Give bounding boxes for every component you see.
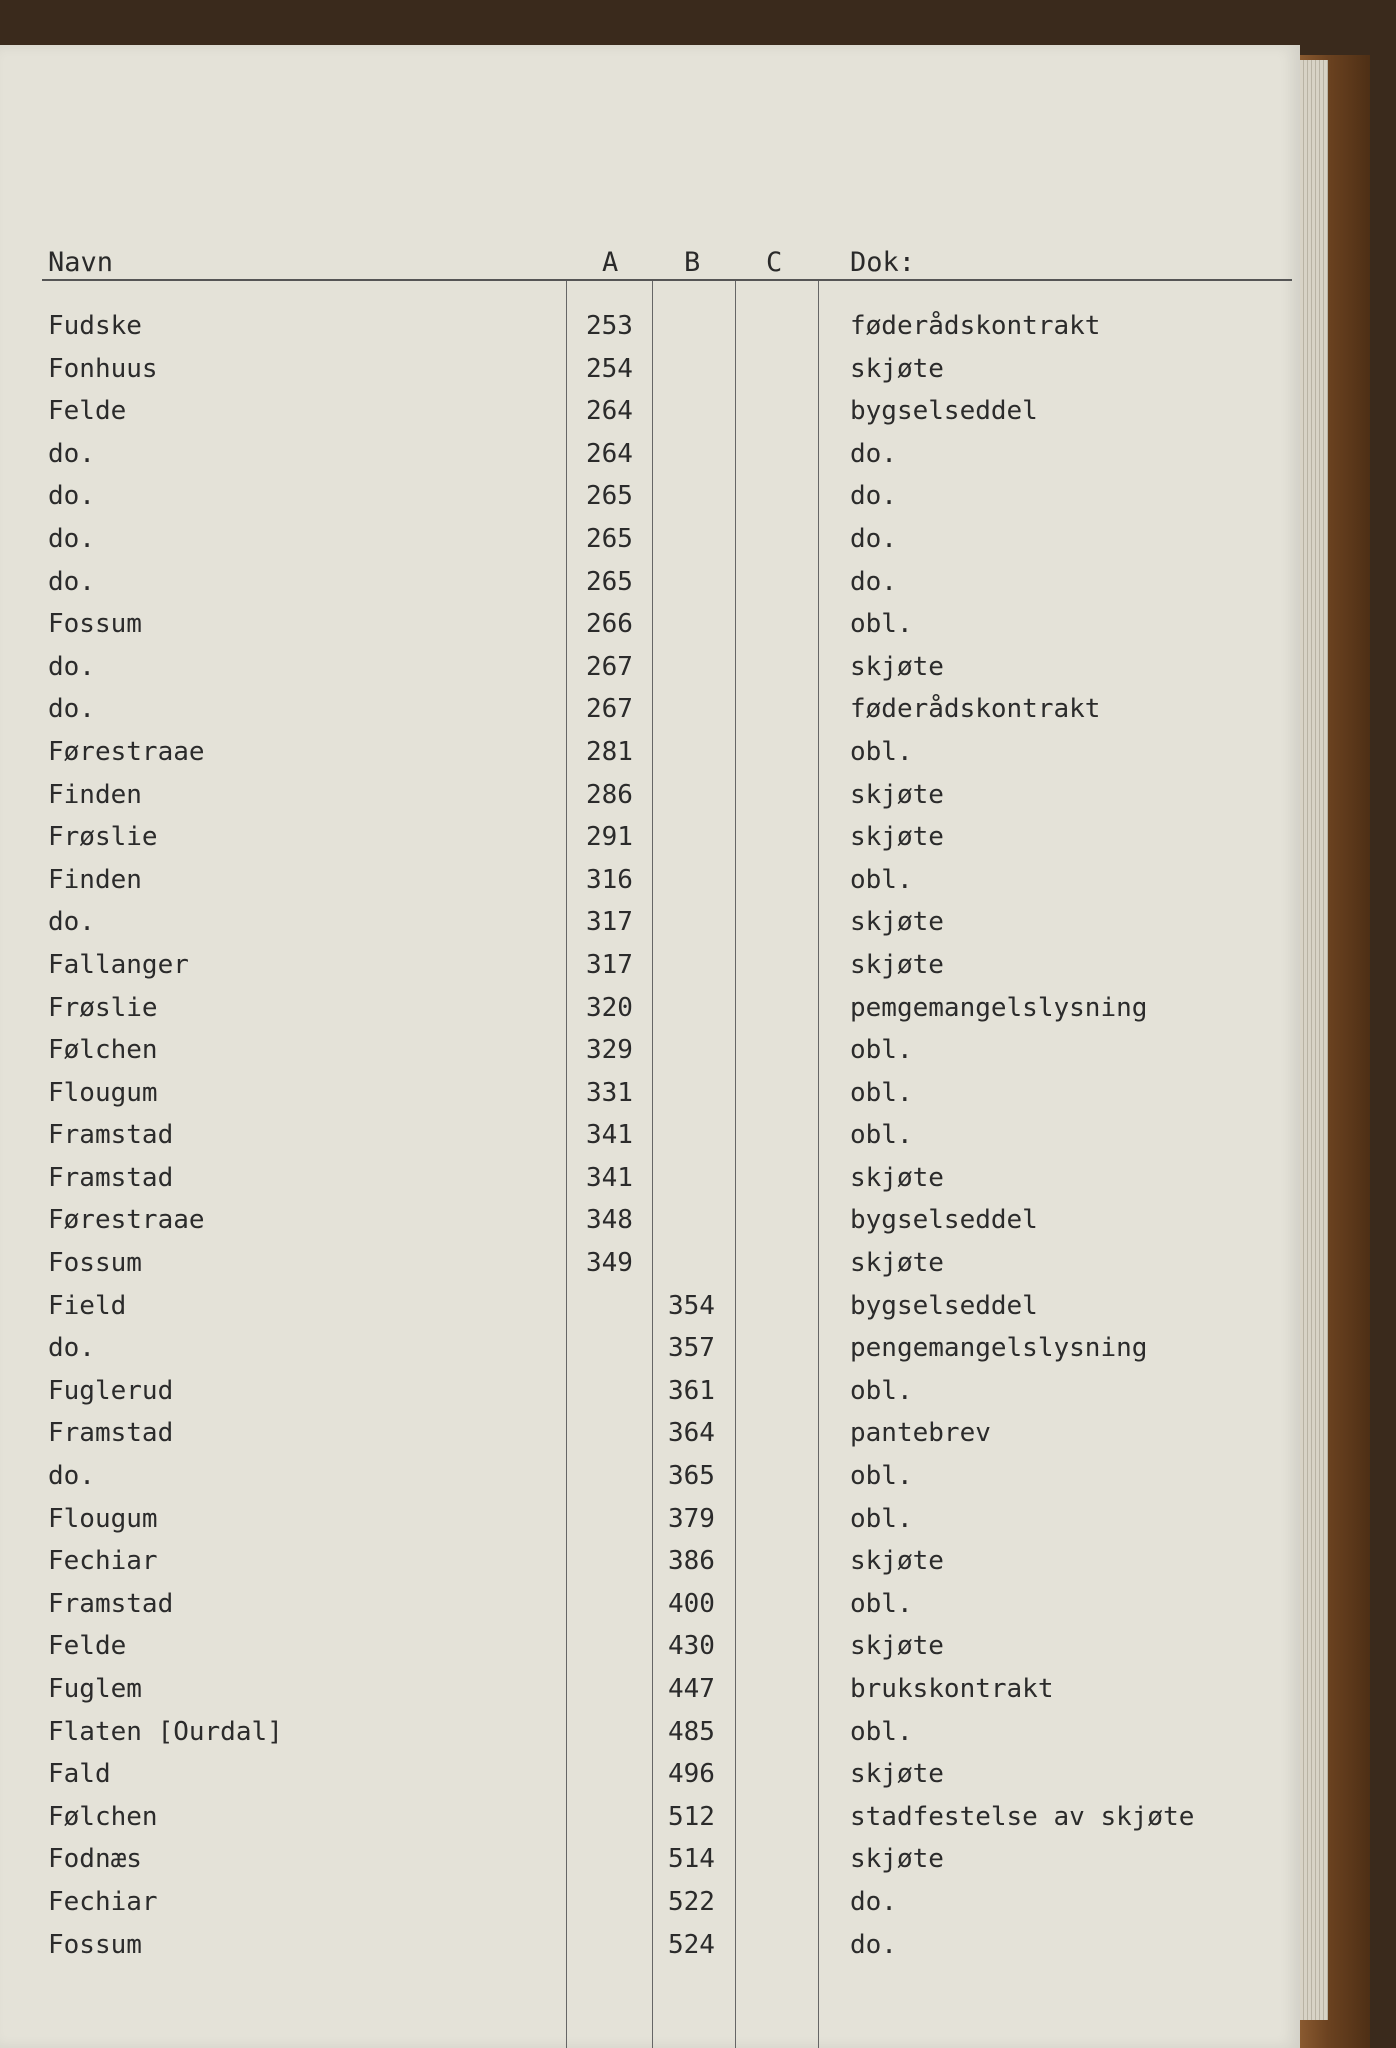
- row-b: 386: [668, 1546, 715, 1577]
- table-row: [0, 1370, 1300, 1413]
- table-row: [0, 774, 1300, 817]
- row-dok: obl.: [850, 1077, 913, 1108]
- row-name: Fallanger: [48, 949, 189, 980]
- table-row: [0, 561, 1300, 604]
- row-name: Fald: [48, 1759, 111, 1790]
- table-row: [0, 1072, 1300, 1115]
- row-dok: skjøte: [850, 1248, 944, 1279]
- table-row: [0, 944, 1300, 987]
- table-row: [0, 1924, 1300, 1967]
- row-a: 254: [586, 353, 633, 384]
- header-dok: Dok:: [850, 247, 916, 278]
- table-row: [0, 1327, 1300, 1370]
- row-name: do.: [48, 694, 95, 725]
- row-dok: obl.: [850, 1716, 913, 1747]
- row-a: 267: [586, 651, 633, 682]
- row-dok: skjøte: [850, 1759, 944, 1790]
- row-name: Felde: [48, 1631, 127, 1662]
- row-b: 524: [668, 1929, 715, 1960]
- row-dok: obl.: [850, 1375, 913, 1406]
- row-name: Frøslie: [48, 992, 158, 1023]
- row-a: 264: [586, 438, 633, 469]
- row-b: 400: [668, 1588, 715, 1619]
- row-a: 266: [586, 609, 633, 640]
- row-name: Fechiar: [48, 1886, 158, 1917]
- row-name: Flaten [Ourdal]: [48, 1716, 283, 1747]
- table-row: [0, 1583, 1300, 1626]
- row-name: Førestraae: [48, 1205, 205, 1236]
- row-name: Flougum: [48, 1503, 158, 1534]
- table-row: [0, 731, 1300, 774]
- table-row: [0, 1711, 1300, 1754]
- row-b: 447: [668, 1674, 715, 1704]
- row-name: Fonhuus: [48, 353, 158, 384]
- row-name: Fossum: [48, 1929, 142, 1960]
- row-a: 253: [586, 311, 633, 341]
- register-page: [0, 45, 1300, 2048]
- table-row: [0, 1625, 1300, 1668]
- table-row: [0, 1242, 1300, 1285]
- row-dok: brukskontrakt: [850, 1674, 1054, 1704]
- row-dok: do.: [850, 481, 897, 512]
- row-name: Field: [48, 1290, 127, 1321]
- row-dok: føderådskontrakt: [850, 694, 1101, 725]
- row-dok: skjøte: [850, 949, 944, 980]
- row-b: 430: [668, 1631, 715, 1662]
- table-row: [0, 1114, 1300, 1157]
- row-dok: skjøte: [850, 1546, 944, 1577]
- row-dok: skjøte: [850, 1631, 944, 1662]
- table-row: [0, 816, 1300, 859]
- row-name: Framstad: [48, 1162, 174, 1193]
- row-name: Felde: [48, 396, 127, 427]
- row-a: 265: [586, 523, 633, 554]
- row-a: 267: [586, 694, 633, 725]
- row-dok: do.: [850, 438, 897, 469]
- table-row: [0, 1157, 1300, 1200]
- table-row: [0, 1455, 1300, 1498]
- header-rule: [42, 279, 1292, 281]
- row-name: do.: [48, 651, 95, 682]
- table-row: [0, 433, 1300, 476]
- row-dok: pantebrev: [850, 1418, 991, 1449]
- table-row: [0, 1753, 1300, 1796]
- row-a: 329: [586, 1035, 633, 1066]
- row-dok: obl.: [850, 1035, 913, 1066]
- row-dok: do.: [850, 1929, 897, 1960]
- row-name: Fossum: [48, 609, 142, 640]
- table-row: [0, 1412, 1300, 1455]
- table-row: [0, 688, 1300, 731]
- row-dok: skjøte: [850, 651, 944, 682]
- row-name: Frøslie: [48, 822, 158, 853]
- row-b: 514: [668, 1844, 715, 1875]
- row-a: 341: [586, 1120, 633, 1151]
- row-a: 316: [586, 864, 633, 895]
- table-row: [0, 859, 1300, 902]
- row-dok: skjøte: [850, 907, 944, 938]
- row-name: Fechiar: [48, 1546, 158, 1577]
- row-a: 349: [586, 1248, 633, 1279]
- row-name: Finden: [48, 864, 142, 895]
- table-row: [0, 518, 1300, 561]
- table-header: [0, 247, 1300, 287]
- row-name: do.: [48, 481, 95, 512]
- table-row: [0, 390, 1300, 433]
- header-b: B: [684, 247, 701, 278]
- row-dok: do.: [850, 566, 897, 597]
- row-a: 317: [586, 907, 633, 938]
- row-name: do.: [48, 438, 95, 469]
- row-dok: bygselseddel: [850, 396, 1038, 427]
- row-name: Framstad: [48, 1120, 174, 1151]
- row-name: Framstad: [48, 1418, 174, 1449]
- row-b: 496: [668, 1759, 715, 1790]
- row-dok: skjøte: [850, 1162, 944, 1193]
- row-dok: stadfestelse av skjøte: [850, 1801, 1195, 1832]
- row-dok: obl.: [850, 1120, 913, 1151]
- row-dok: obl.: [850, 1461, 913, 1492]
- row-b: 365: [668, 1461, 715, 1492]
- row-b: 522: [668, 1886, 715, 1917]
- row-name: Følchen: [48, 1801, 158, 1832]
- row-a: 291: [586, 822, 633, 853]
- row-a: 317: [586, 949, 633, 980]
- row-dok: do.: [850, 1886, 897, 1917]
- row-b: 357: [668, 1333, 715, 1364]
- row-a: 331: [586, 1077, 633, 1108]
- row-dok: obl.: [850, 736, 913, 767]
- row-name: Finden: [48, 779, 142, 810]
- row-name: Fodnæs: [48, 1844, 142, 1875]
- row-a: 265: [586, 566, 633, 597]
- row-b: 361: [668, 1375, 715, 1406]
- table-row: [0, 1796, 1300, 1839]
- row-b: 512: [668, 1801, 715, 1832]
- table-row: [0, 1199, 1300, 1242]
- row-name: Følchen: [48, 1035, 158, 1066]
- row-dok: pengemangelslysning: [850, 1333, 1148, 1364]
- table-row: [0, 646, 1300, 689]
- table-row: [0, 1285, 1300, 1328]
- table-row: [0, 1540, 1300, 1583]
- row-name: Flougum: [48, 1077, 158, 1108]
- row-name: do.: [48, 523, 95, 554]
- row-name: do.: [48, 566, 95, 597]
- row-name: Fossum: [48, 1248, 142, 1279]
- table-row: [0, 1498, 1300, 1541]
- table-row: [0, 1668, 1300, 1711]
- table-row: [0, 603, 1300, 646]
- table-row: [0, 1029, 1300, 1072]
- row-name: do.: [48, 1333, 95, 1364]
- table-row: [0, 1838, 1300, 1881]
- row-dok: skjøte: [850, 779, 944, 810]
- header-a: A: [602, 247, 619, 278]
- row-name: Fuglerud: [48, 1375, 174, 1406]
- row-name: do.: [48, 907, 95, 938]
- row-dok: pemgemangelslysning: [850, 992, 1148, 1023]
- table-row: [0, 475, 1300, 518]
- row-dok: skjøte: [850, 1844, 944, 1875]
- row-name: Framstad: [48, 1588, 174, 1619]
- row-dok: obl.: [850, 609, 913, 640]
- row-a: 286: [586, 779, 633, 810]
- row-dok: bygselseddel: [850, 1290, 1038, 1321]
- row-dok: skjøte: [850, 353, 944, 384]
- row-b: 354: [668, 1290, 715, 1321]
- row-b: 485: [668, 1716, 715, 1747]
- row-dok: obl.: [850, 1503, 913, 1534]
- row-dok: obl.: [850, 1588, 913, 1619]
- row-dok: obl.: [850, 864, 913, 895]
- table-row: [0, 901, 1300, 944]
- table-row: [0, 1881, 1300, 1924]
- row-dok: bygselseddel: [850, 1205, 1038, 1236]
- row-name: Fudske: [48, 311, 142, 341]
- row-a: 264: [586, 396, 633, 427]
- table-row: [0, 305, 1300, 348]
- row-b: 364: [668, 1418, 715, 1449]
- row-dok: skjøte: [850, 822, 944, 853]
- row-name: do.: [48, 1461, 95, 1492]
- row-name: Førestraae: [48, 736, 205, 767]
- table-row: [0, 987, 1300, 1030]
- row-a: 281: [586, 736, 633, 767]
- register-rows: [0, 305, 1300, 1966]
- row-a: 320: [586, 992, 633, 1023]
- header-c: C: [766, 247, 783, 278]
- row-b: 379: [668, 1503, 715, 1534]
- row-a: 341: [586, 1162, 633, 1193]
- row-dok: do.: [850, 523, 897, 554]
- row-name: Fuglem: [48, 1674, 142, 1704]
- row-a: 265: [586, 481, 633, 512]
- row-a: 348: [586, 1205, 633, 1236]
- row-dok: føderådskontrakt: [850, 311, 1101, 341]
- header-navn: Navn: [48, 247, 114, 278]
- table-row: [0, 348, 1300, 391]
